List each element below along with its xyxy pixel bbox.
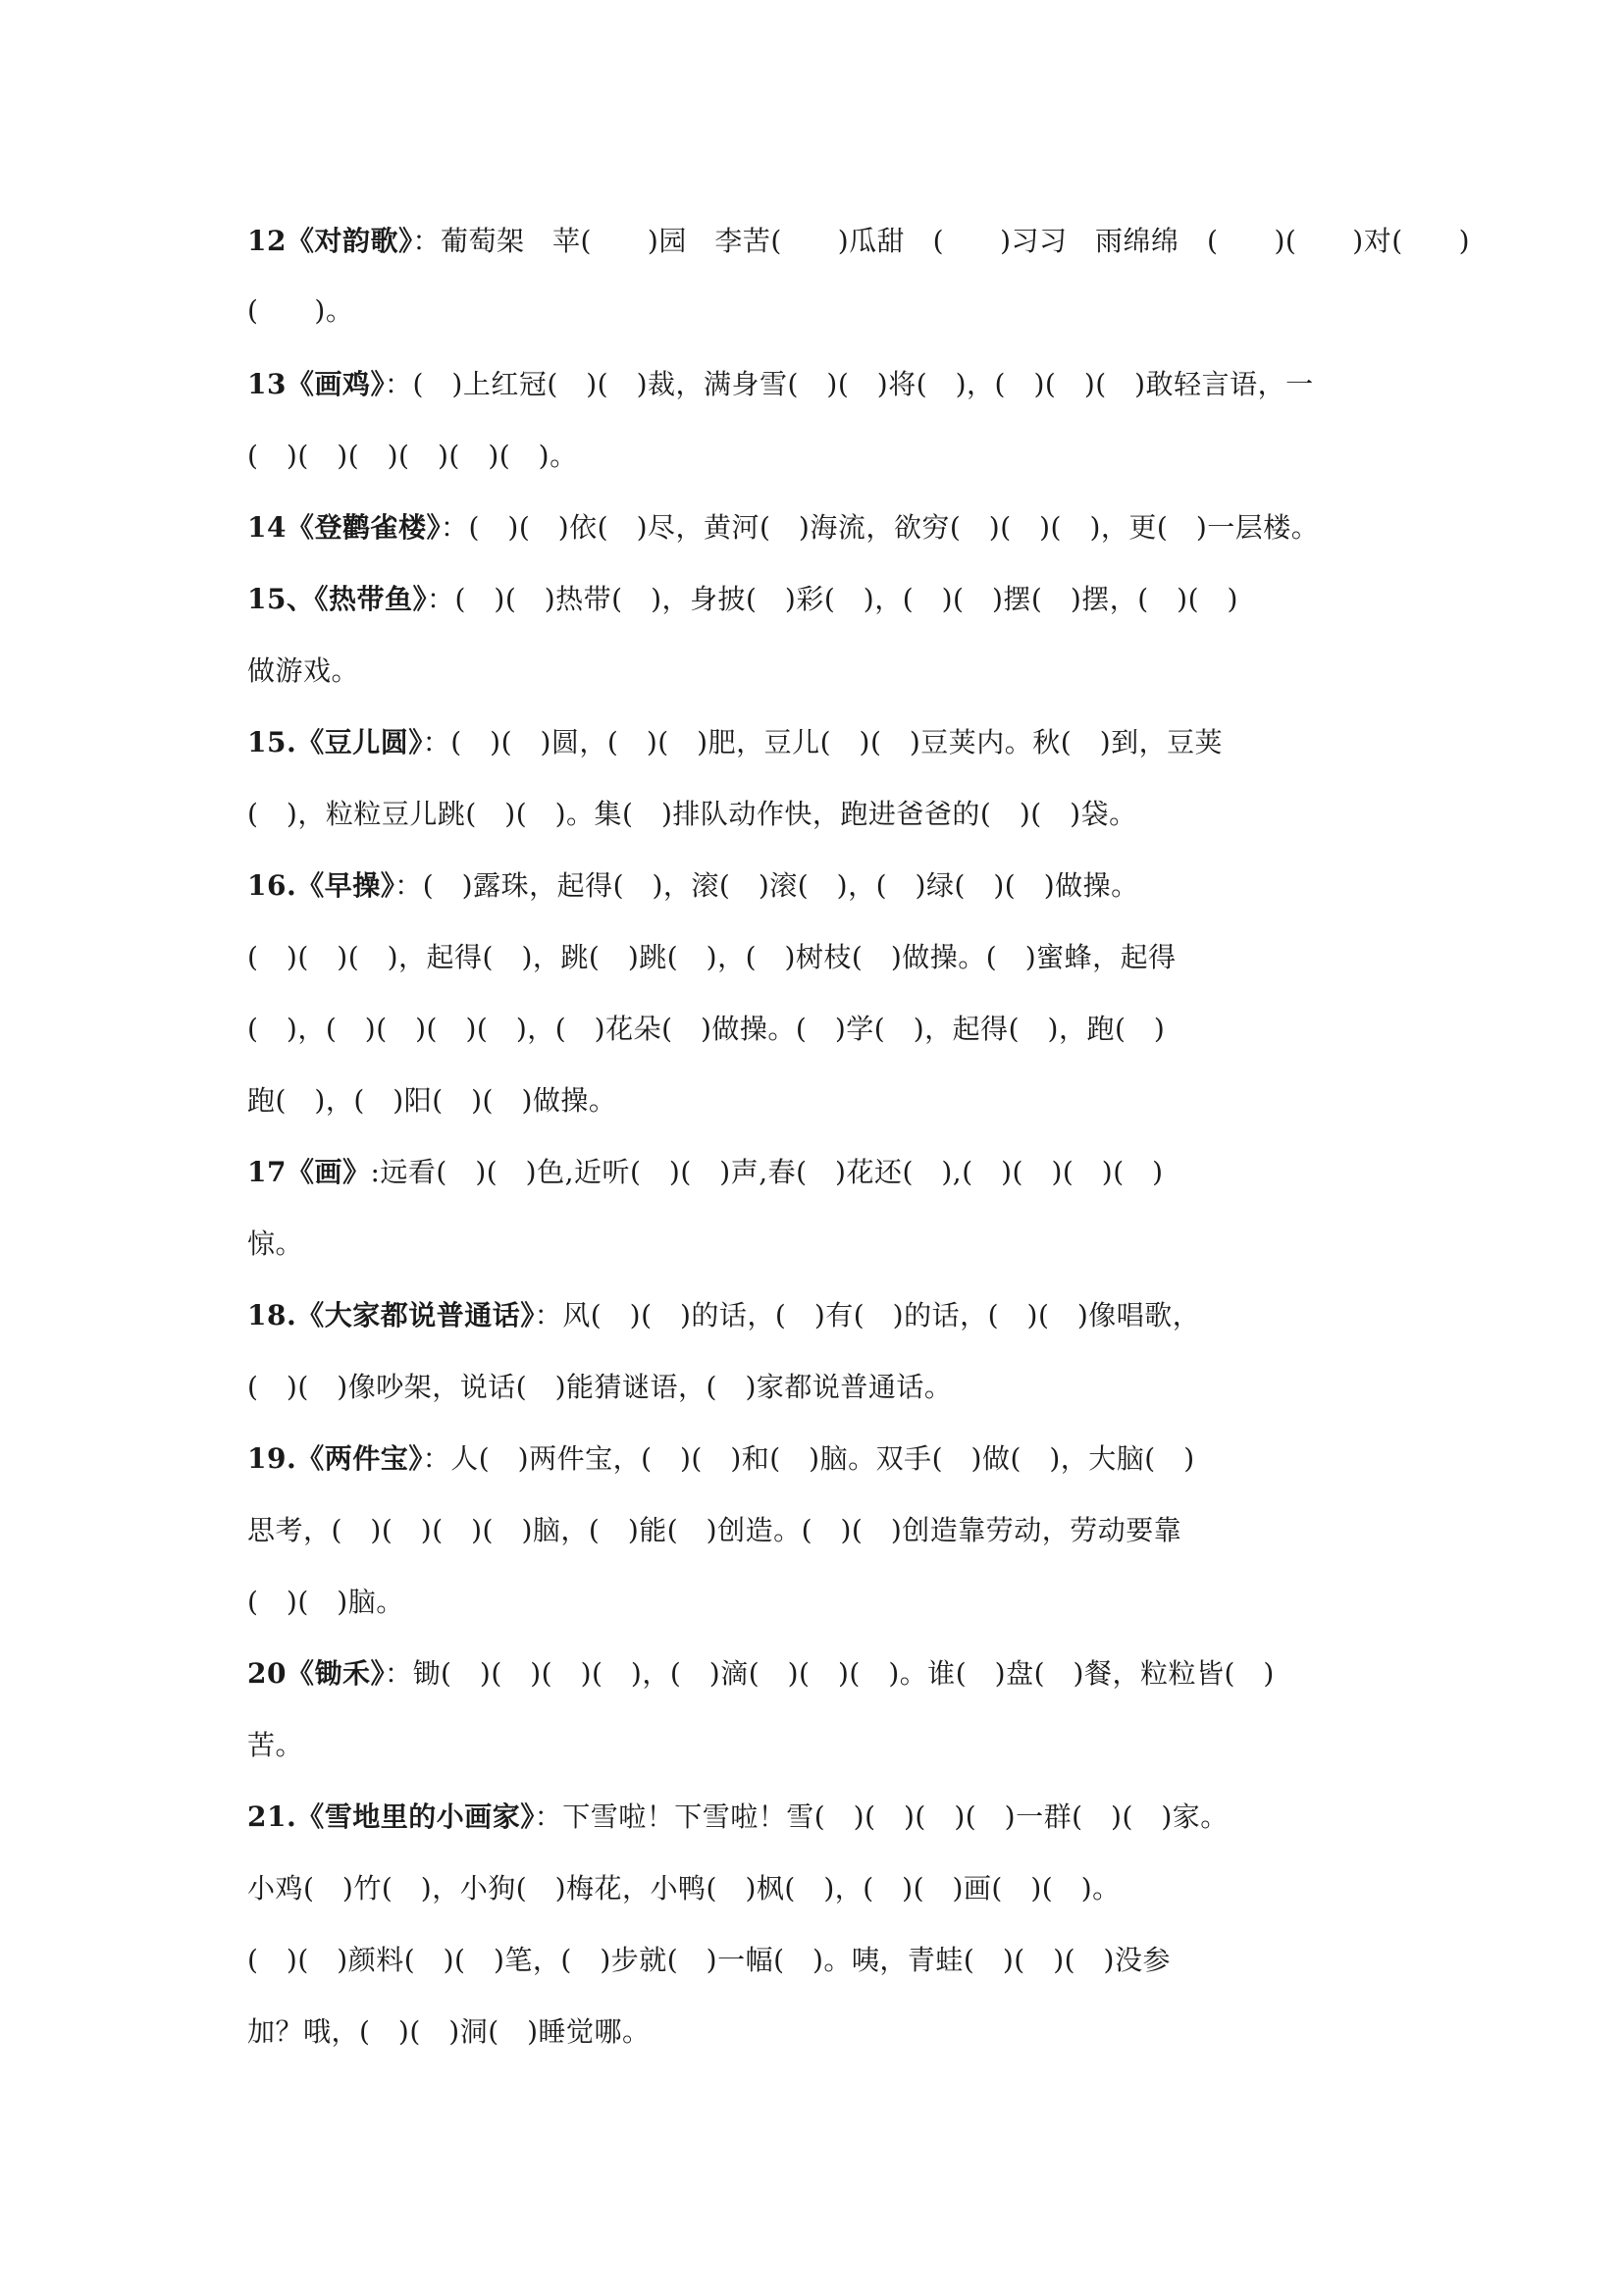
item-17-line-1 [247,1153,1395,1192]
item-21-text-2: 小鸡( )竹( )，小狗( )梅花，小鸭( )枫( )，( )( )画( )( )。 [247,1872,1121,1905]
item-18-line-2 [247,1368,1395,1407]
item-21-line-3 [247,1941,1395,1980]
item-18-line-1 [247,1296,1395,1335]
item-17-text-2: 惊。 [247,1227,304,1260]
item-15a-line-2 [247,652,1395,691]
item-15a-text-1: ：( )( )热带( )，身披( )彩( )，( )( )摆( )摆，( )( ) [426,583,1238,615]
item-12-text-2: ( )。 [247,294,354,327]
item-12-line-2 [247,291,1395,331]
item-13-line-2 [247,437,1395,476]
item-14-title: 14《登鹳雀楼》 [247,511,441,544]
item-15b-text-1: ：( )( )圆，( )( )肥，豆儿( )( )豆荚内。秋( )到，豆荚 [422,726,1224,758]
item-13-text-1: ：( )上红冠( )( )裁，满身雪( )( )将( )，( )( )( )敢轻言语，一 [384,368,1314,400]
item-16-line-4 [247,1081,1395,1121]
item-19-line-2 [247,1511,1395,1550]
item-15a-text-2: 做游戏。 [247,654,360,687]
item-16-text-3: ( )，( )( )( )( )，( )花朵( )做操。( )学( )，起得( )，跑( ) [247,1013,1166,1045]
item-18-title: 18.《大家都说普通话》 [247,1299,535,1331]
item-14-text-1: ：( )( )依( )尽，黄河( )海流，欲穷( )( )( )，更( )一层楼。 [440,511,1320,544]
item-17-line-2 [247,1225,1395,1264]
item-21-text-4: 加？哦，( )( )洞( )睡觉哪。 [247,2015,651,2048]
item-16-line-1 [247,866,1395,906]
item-20-text-2: 苦。 [247,1729,304,1761]
item-15a-line-1 [247,580,1395,619]
item-15b-line-1 [247,723,1395,762]
item-21-line-2 [247,1869,1395,1908]
item-16-line-2 [247,938,1395,977]
item-16-text-4: 跑( )，( )阳( )( )做操。 [247,1084,617,1117]
item-14-line-1 [247,508,1395,548]
item-15b-title: 15.《豆儿圆》 [247,726,423,758]
item-12-line-1 [247,222,1471,261]
item-19-text-1: ：人( )两件宝，( )( )和( )脑。双手( )做( )，大脑( ) [422,1442,1195,1475]
item-19-title: 19.《两件宝》 [247,1442,423,1475]
item-18-text-2: ( )( )像吵架，说话( )能猜谜语，( )家都说普通话。 [247,1371,953,1403]
item-15b-text-2: ( )，粒粒豆儿跳( )( )。集( )排队动作快，跑进爸爸的( )( )袋。 [247,798,1137,830]
item-19-line-3 [247,1583,1395,1622]
item-15b-line-2 [247,795,1395,834]
item-21-text-1: ：下雪啦！下雪啦！雪( )( )( )( )一群( )( )家。 [534,1800,1229,1833]
item-13-line-1 [247,365,1395,404]
item-19-line-1 [247,1439,1395,1479]
item-18-text-1: ：风( )( )的话，( )有( )的话，( )( )像唱歌， [534,1299,1201,1331]
item-16-line-3 [247,1010,1395,1049]
item-16-title: 16.《早操》 [247,869,395,902]
item-20-line-1 [247,1654,1395,1694]
item-21-line-1 [247,1798,1395,1837]
item-19-text-2: 思考，( )( )( )( )脑，( )能( )创造。( )( )创造靠劳动，劳动要靠 [247,1514,1182,1546]
item-17-text-1: :远看( )( )色,近听( )( )声,春( )花还( ),( )( )( )( ) [370,1156,1164,1188]
item-17-title: 17《画》 [247,1156,371,1188]
item-15a-title: 15、《热带鱼》 [247,583,427,615]
item-20-title: 20《锄禾》 [247,1657,385,1690]
item-16-text-1: ：( )露珠，起得( )，滚( )滚( )，( )绿( )( )做操。 [394,869,1139,902]
item-12-text-1: ：葡萄架 苹( )园 李苦( )瓜甜 ( )习习 雨绵绵 ( )( )对( ) [412,225,1471,257]
item-20-line-2 [247,1726,1395,1765]
item-21-title: 21.《雪地里的小画家》 [247,1800,535,1833]
item-19-text-3: ( )( )脑。 [247,1586,404,1618]
item-21-line-4 [247,2012,1395,2052]
item-13-text-2: ( )( )( )( )( )( )。 [247,440,578,472]
item-13-title: 13《画鸡》 [247,368,385,400]
item-12-title: 12《对韵歌》 [247,225,413,257]
item-16-text-2: ( )( )( )，起得( )，跳( )跳( )，( )树枝( )做操。( )蜜蜂，起得 [247,941,1177,973]
item-21-text-3: ( )( )颜料( )( )笔，( )步就( )一幅( )。咦，青蛙( )( )( )没参 [247,1944,1171,1976]
item-20-text-1: ：锄( )( )( )( )，( )滴( )( )( )。谁( )盘( )餐，粒粒皆( ) [384,1657,1275,1690]
